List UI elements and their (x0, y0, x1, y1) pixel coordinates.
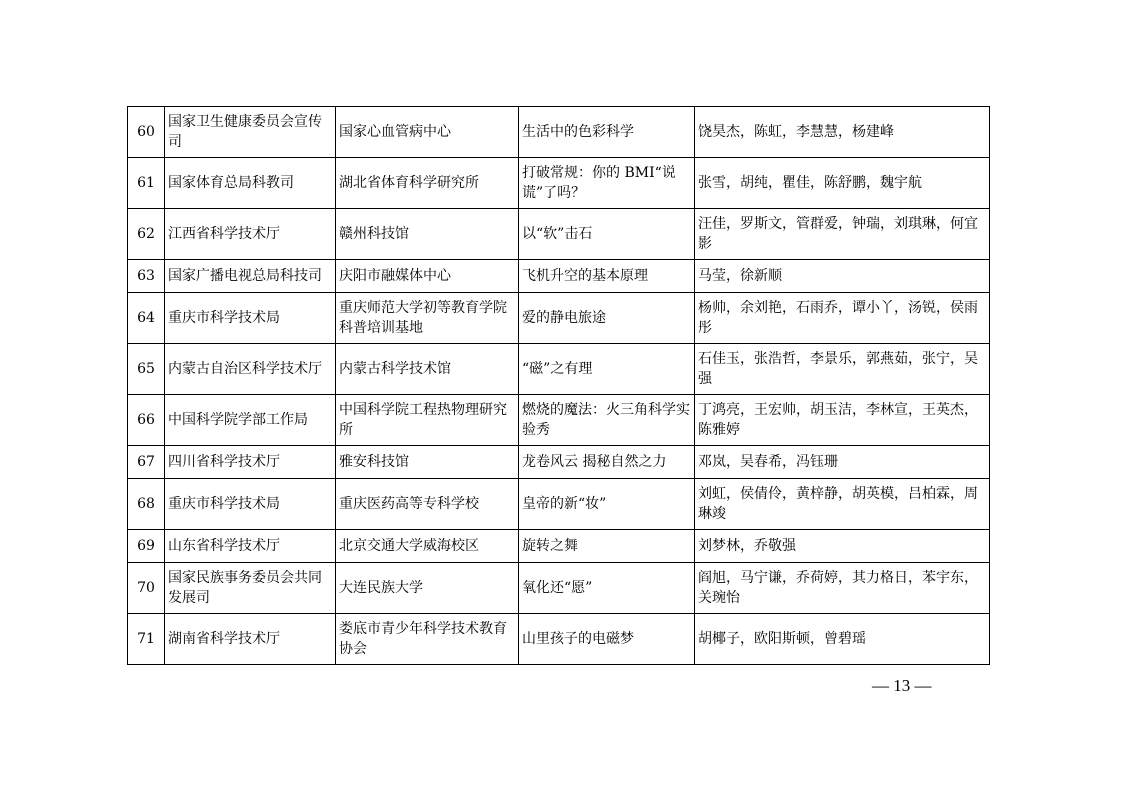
unit-cell: 中国科学院工程热物理研究所 (336, 395, 519, 446)
table-row (128, 158, 990, 209)
row-number: 68 (128, 479, 165, 530)
page-number: — 13 — (872, 676, 932, 695)
row-number: 65 (128, 344, 165, 395)
unit-cell: 重庆医药高等专科学校 (336, 479, 519, 530)
unit-cell: 北京交通大学威海校区 (336, 530, 519, 563)
authors-cell: 刘梦林，乔敬强 (695, 530, 990, 563)
table-row (128, 209, 990, 260)
unit-cell: 湖北省体育科学研究所 (336, 158, 519, 209)
department-cell: 国家广播电视总局科技司 (165, 260, 336, 293)
authors-cell: 汪佳，罗斯文，管群爱，钟瑞，刘琪琳，何宜影 (695, 209, 990, 260)
table-row (128, 344, 990, 395)
row-number: 66 (128, 395, 165, 446)
table-row (128, 614, 990, 665)
row-number: 61 (128, 158, 165, 209)
work-title-cell: 氧化还“愿” (519, 563, 695, 614)
authors-cell: 刘虹，侯倩伶，黄梓静，胡英模，吕柏霖，周琳竣 (695, 479, 990, 530)
award-table-body (128, 107, 990, 665)
table-row (128, 293, 990, 344)
table-row (128, 395, 990, 446)
table-row (128, 446, 990, 479)
authors-cell: 丁鸿亮，王宏帅，胡玉洁，李林宣，王英杰，陈雅婷 (695, 395, 990, 446)
unit-cell: 庆阳市融媒体中心 (336, 260, 519, 293)
unit-cell: 雅安科技馆 (336, 446, 519, 479)
unit-cell: 内蒙古科学技术馆 (336, 344, 519, 395)
department-cell: 内蒙古自治区科学技术厅 (165, 344, 336, 395)
authors-cell: 杨帅，余刘艳，石雨乔，谭小丫，汤锐，侯雨彤 (695, 293, 990, 344)
department-cell: 中国科学院学部工作局 (165, 395, 336, 446)
unit-cell: 赣州科技馆 (336, 209, 519, 260)
row-number: 70 (128, 563, 165, 614)
work-title-cell: 以“软”击石 (519, 209, 695, 260)
table-row (128, 530, 990, 563)
award-list-table (127, 106, 990, 665)
table-row (128, 479, 990, 530)
work-title-cell: “磁”之有理 (519, 344, 695, 395)
authors-cell: 胡椰子，欧阳斯顿，曾碧瑶 (695, 614, 990, 665)
work-title-cell: 爱的静电旅途 (519, 293, 695, 344)
department-cell: 山东省科学技术厅 (165, 530, 336, 563)
department-cell: 江西省科学技术厅 (165, 209, 336, 260)
work-title-cell: 皇帝的新“妆” (519, 479, 695, 530)
unit-cell: 国家心血管病中心 (336, 107, 519, 158)
department-cell: 国家民族事务委员会共同发展司 (165, 563, 336, 614)
department-cell: 国家体育总局科教司 (165, 158, 336, 209)
work-title-cell: 燃烧的魔法：火三角科学实验秀 (519, 395, 695, 446)
authors-cell: 饶昊杰，陈虹，李慧慧，杨建峰 (695, 107, 990, 158)
unit-cell: 娄底市青少年科学技术教育协会 (336, 614, 519, 665)
unit-cell: 大连民族大学 (336, 563, 519, 614)
row-number: 64 (128, 293, 165, 344)
row-number: 71 (128, 614, 165, 665)
department-cell: 国家卫生健康委员会宣传司 (165, 107, 336, 158)
department-cell: 重庆市科学技术局 (165, 479, 336, 530)
department-cell: 湖南省科学技术厅 (165, 614, 336, 665)
work-title-cell: 打破常规：你的 BMI“说谎”了吗？ (519, 158, 695, 209)
authors-cell: 邓岚，吴春希，冯钰珊 (695, 446, 990, 479)
table-row (128, 107, 990, 158)
row-number: 69 (128, 530, 165, 563)
table-row (128, 563, 990, 614)
authors-cell: 张雪，胡纯，瞿佳，陈舒鹏，魏宇航 (695, 158, 990, 209)
row-number: 62 (128, 209, 165, 260)
authors-cell: 马莹，徐新顺 (695, 260, 990, 293)
unit-cell: 重庆师范大学初等教育学院科普培训基地 (336, 293, 519, 344)
authors-cell: 阎旭，马宁谦，乔荷婷，其力格日，苯宇东，关琬怡 (695, 563, 990, 614)
work-title-cell: 旋转之舞 (519, 530, 695, 563)
work-title-cell: 飞机升空的基本原理 (519, 260, 695, 293)
work-title-cell: 山里孩子的电磁梦 (519, 614, 695, 665)
department-cell: 四川省科学技术厅 (165, 446, 336, 479)
row-number: 63 (128, 260, 165, 293)
work-title-cell: 龙卷风云 揭秘自然之力 (519, 446, 695, 479)
work-title-cell: 生活中的色彩科学 (519, 107, 695, 158)
table-row (128, 260, 990, 293)
row-number: 67 (128, 446, 165, 479)
authors-cell: 石佳玉，张浩哲，李景乐，郭燕茹，张宁，吴强 (695, 344, 990, 395)
department-cell: 重庆市科学技术局 (165, 293, 336, 344)
row-number: 60 (128, 107, 165, 158)
